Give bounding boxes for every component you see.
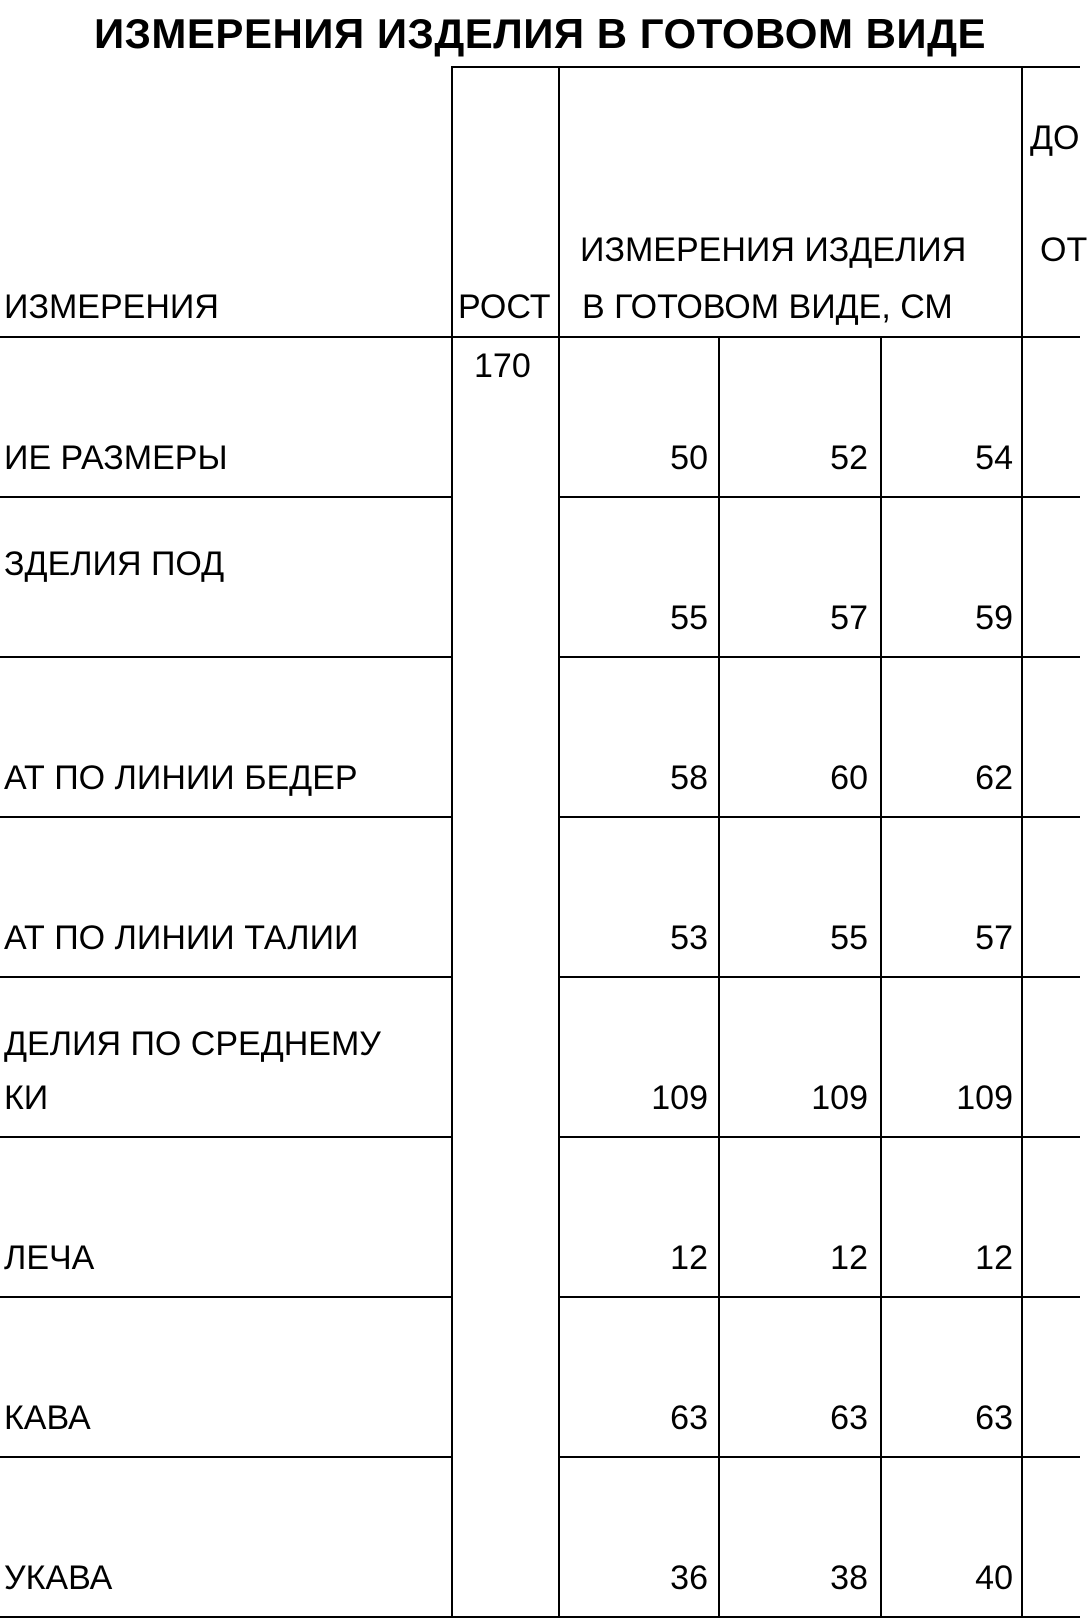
row-value: 58 (670, 759, 708, 797)
row-name-line2: АТ ПО ЛИНИИ БЕДЕР (4, 759, 358, 797)
height-value: 170 (474, 347, 531, 385)
row-name-line2: ИЕ РАЗМЕРЫ (4, 439, 228, 477)
row-divider (558, 656, 1080, 658)
row-value: 55 (830, 919, 868, 957)
header-measure-line1: ИЗМЕРЕНИЯ ИЗДЕЛИЯ (580, 231, 967, 269)
row-name-line2: АТ ПО ЛИНИИ ТАЛИИ (4, 919, 359, 957)
header-height-column: РОСТ (458, 288, 551, 326)
row-value: 63 (670, 1399, 708, 1437)
row-divider (558, 1296, 1080, 1298)
row-value: 52 (830, 439, 868, 477)
row-name-line2: ЛЕЧА (4, 1239, 95, 1277)
row-divider (0, 816, 451, 818)
row-value: 109 (956, 1079, 1013, 1117)
header-measure-line2: В ГОТОВОМ ВИДЕ, СМ (582, 288, 953, 326)
table-top-border (558, 66, 1021, 68)
header-tolerance-top: ДО (1030, 119, 1080, 157)
table-top-border (1021, 66, 1080, 68)
row-value: 38 (830, 1559, 868, 1597)
row-value: 12 (830, 1239, 868, 1277)
row-name-line2: УКАВА (4, 1559, 113, 1597)
row-divider (0, 976, 451, 978)
row-value: 12 (975, 1239, 1013, 1277)
table-bottom-border (0, 1616, 1080, 1618)
row-value: 62 (975, 759, 1013, 797)
row-value: 55 (670, 599, 708, 637)
row-divider (558, 816, 1080, 818)
row-value: 109 (811, 1079, 868, 1117)
row-divider (0, 1296, 451, 1298)
row-value: 59 (975, 599, 1013, 637)
row-divider (558, 1136, 1080, 1138)
row-divider (0, 496, 451, 498)
header-tolerance-mid: ОТ (1040, 231, 1087, 269)
row-value: 54 (975, 439, 1013, 477)
row-divider (0, 1136, 451, 1138)
row-value: 40 (975, 1559, 1013, 1597)
header-name-column: ИЗМЕРЕНИЯ (4, 288, 219, 326)
row-value: 36 (670, 1559, 708, 1597)
row-value: 57 (830, 599, 868, 637)
row-value: 63 (830, 1399, 868, 1437)
header-bottom-border (0, 336, 1080, 338)
row-value: 53 (670, 919, 708, 957)
row-name-line2: КИ (4, 1079, 49, 1117)
row-value: 57 (975, 919, 1013, 957)
row-divider (558, 1456, 1080, 1458)
row-value: 109 (651, 1079, 708, 1117)
column-divider (718, 336, 720, 1618)
row-value: 63 (975, 1399, 1013, 1437)
row-divider (558, 976, 1080, 978)
row-name-line2: КАВА (4, 1399, 91, 1437)
row-value: 60 (830, 759, 868, 797)
column-divider (451, 66, 453, 1618)
page-title: ИЗМЕРЕНИЯ ИЗДЕЛИЯ В ГОТОВОМ ВИДЕ (93, 10, 987, 57)
column-divider (1021, 66, 1023, 1618)
row-divider (0, 656, 451, 658)
table-top-border (451, 66, 558, 68)
row-value: 12 (670, 1239, 708, 1277)
row-name-line1: ДЕЛИЯ ПО СРЕДНЕМУ (4, 1025, 381, 1063)
column-divider (558, 66, 560, 1618)
row-value: 50 (670, 439, 708, 477)
row-divider (0, 1456, 451, 1458)
row-name-line1: ЗДЕЛИЯ ПОД (4, 545, 225, 583)
row-divider (558, 496, 1080, 498)
